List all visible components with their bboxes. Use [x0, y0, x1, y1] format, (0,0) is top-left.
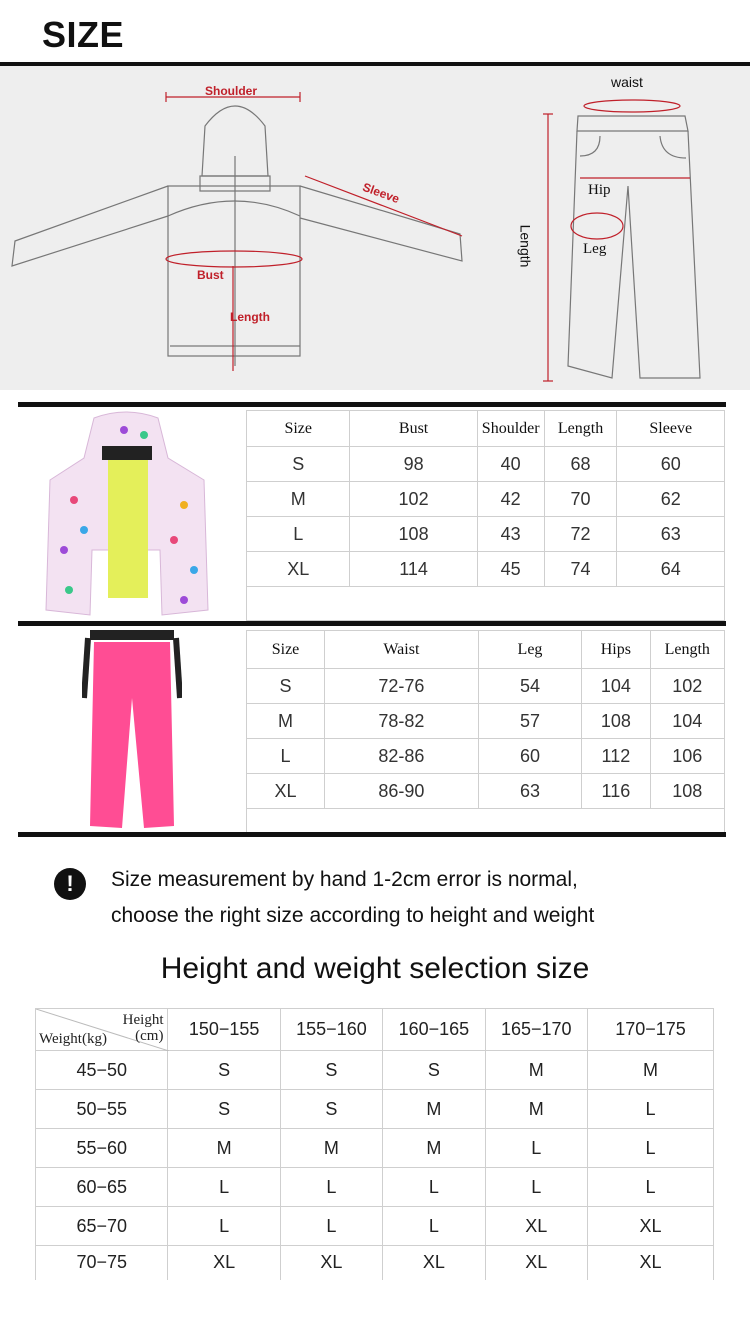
- bust-label: Bust: [197, 268, 224, 282]
- table-row: [247, 447, 725, 482]
- table-row: [247, 482, 725, 517]
- table-cell: 43: [477, 517, 544, 552]
- size-cell: M: [587, 1051, 713, 1090]
- pants-header-size: Size: [247, 631, 325, 669]
- table-cell: 42: [477, 482, 544, 517]
- size-cell: M: [485, 1090, 587, 1129]
- weight-cell: 55−60: [36, 1129, 168, 1168]
- table-row: [36, 1051, 714, 1090]
- table-cell: 106: [650, 739, 725, 774]
- table-cell: 108: [582, 704, 650, 739]
- table-cell: M: [247, 482, 350, 517]
- table-cell: 98: [350, 447, 477, 482]
- exclamation-icon: !: [54, 868, 86, 900]
- leg-label: Leg: [583, 241, 607, 257]
- table-cell: 57: [478, 704, 581, 739]
- table-cell: 112: [582, 739, 650, 774]
- table-cell: 102: [350, 482, 477, 517]
- pants-length-label: Length: [517, 224, 534, 268]
- table-cell: 62: [617, 482, 725, 517]
- table-cell: 104: [650, 704, 725, 739]
- table-cell: 82-86: [325, 739, 479, 774]
- size-cell: L: [587, 1168, 713, 1207]
- table-row: [247, 517, 725, 552]
- table-cell: XL: [247, 774, 325, 809]
- size-cell: L: [168, 1168, 280, 1207]
- weight-cell: 50−55: [36, 1090, 168, 1129]
- size-cell: XL: [587, 1246, 713, 1280]
- pants-header-leg: Leg: [478, 631, 581, 669]
- height-header: 160−165: [383, 1009, 485, 1051]
- table-cell: 54: [478, 669, 581, 704]
- table-cell: 68: [544, 447, 617, 482]
- size-cell: XL: [168, 1246, 280, 1280]
- table-cell: M: [247, 704, 325, 739]
- size-cell: L: [280, 1207, 382, 1246]
- measurement-diagram: [0, 66, 750, 390]
- size-cell: XL: [587, 1207, 713, 1246]
- jacket-header-shoulder: Shoulder: [477, 411, 544, 447]
- pants-top-divider: [18, 621, 726, 626]
- height-header: 170−175: [587, 1009, 713, 1051]
- size-cell: L: [280, 1168, 382, 1207]
- weight-cell: 70−75: [36, 1246, 168, 1280]
- table-cell: XL: [247, 552, 350, 587]
- size-cell: L: [383, 1207, 485, 1246]
- table-cell: 74: [544, 552, 617, 587]
- size-cell: L: [168, 1207, 280, 1246]
- hip-label: Hip: [588, 182, 611, 198]
- height-weight-table: [35, 1008, 714, 1280]
- size-cell: S: [168, 1090, 280, 1129]
- pants-header-hips: Hips: [582, 631, 650, 669]
- table-cell: 108: [650, 774, 725, 809]
- garment-illustration: [0, 66, 750, 390]
- table-row: [247, 552, 725, 587]
- pants-header-length: Length: [650, 631, 725, 669]
- pants-product-image: [82, 628, 182, 832]
- weight-cell: 45−50: [36, 1051, 168, 1090]
- shoulder-label: Shoulder: [205, 84, 258, 98]
- size-cell: L: [485, 1129, 587, 1168]
- pants-bottom-divider: [18, 832, 726, 837]
- note-line-2: choose the right size according to height and weight: [111, 904, 595, 927]
- table-cell: 70: [544, 482, 617, 517]
- size-cell: XL: [280, 1246, 382, 1280]
- size-cell: L: [587, 1090, 713, 1129]
- size-cell: M: [383, 1129, 485, 1168]
- sleeve-label: Sleeve: [360, 179, 402, 207]
- jacket-length-label: Length: [230, 310, 270, 324]
- corner-weight-label: Weight(kg): [39, 1031, 107, 1047]
- pants-size-table: [246, 630, 725, 834]
- size-cell: S: [280, 1051, 382, 1090]
- pants-header-waist: Waist: [325, 631, 479, 669]
- size-cell: XL: [485, 1246, 587, 1280]
- jacket-product-image: [44, 410, 209, 618]
- table-cell: 60: [478, 739, 581, 774]
- height-weight-title: Height and weight selection size: [160, 952, 590, 985]
- table-row: [247, 669, 725, 704]
- table-row: [36, 1090, 714, 1129]
- size-cell: L: [383, 1168, 485, 1207]
- size-cell: S: [168, 1051, 280, 1090]
- table-cell: S: [247, 669, 325, 704]
- size-cell: M: [280, 1129, 382, 1168]
- size-cell: M: [485, 1051, 587, 1090]
- height-header: 165−170: [485, 1009, 587, 1051]
- size-cell: S: [383, 1051, 485, 1090]
- waist-label: waist: [611, 74, 643, 90]
- size-cell: XL: [485, 1207, 587, 1246]
- corner-cm-label: (cm): [135, 1028, 164, 1044]
- table-cell: L: [247, 739, 325, 774]
- table-empty-row: [247, 587, 725, 621]
- table-cell: 102: [650, 669, 725, 704]
- corner-cell: [36, 1009, 168, 1051]
- height-header: 150−155: [168, 1009, 280, 1051]
- weight-cell: 60−65: [36, 1168, 168, 1207]
- jacket-size-table: [246, 410, 725, 621]
- table-cell: 116: [582, 774, 650, 809]
- table-row: [36, 1129, 714, 1168]
- table-cell: 86-90: [325, 774, 479, 809]
- jacket-header-length: Length: [544, 411, 617, 447]
- table-row: [36, 1168, 714, 1207]
- table-cell: S: [247, 447, 350, 482]
- table-cell: 78-82: [325, 704, 479, 739]
- table-row: [247, 739, 725, 774]
- table-row: [247, 704, 725, 739]
- weight-cell: 65−70: [36, 1207, 168, 1246]
- table-row: [247, 774, 725, 809]
- table-cell: 40: [477, 447, 544, 482]
- jacket-header-sleeve: Sleeve: [617, 411, 725, 447]
- note-line-1: Size measurement by hand 1-2cm error is normal,: [111, 868, 578, 891]
- jacket-header-bust: Bust: [350, 411, 477, 447]
- size-cell: L: [485, 1168, 587, 1207]
- size-cell: M: [168, 1129, 280, 1168]
- table-cell: 45: [477, 552, 544, 587]
- size-cell: L: [587, 1129, 713, 1168]
- table-cell: 108: [350, 517, 477, 552]
- size-cell: S: [280, 1090, 382, 1129]
- table-cell: 64: [617, 552, 725, 587]
- corner-height-label: Height: [122, 1012, 164, 1028]
- table-row: [36, 1246, 714, 1280]
- table-cell: 72-76: [325, 669, 479, 704]
- table-row: [36, 1207, 714, 1246]
- table-cell: 114: [350, 552, 477, 587]
- jacket-top-divider: [18, 402, 726, 407]
- table-empty-row: [247, 809, 725, 834]
- table-cell: L: [247, 517, 350, 552]
- size-cell: XL: [383, 1246, 485, 1280]
- table-cell: 60: [617, 447, 725, 482]
- page-title: SIZE: [42, 14, 125, 55]
- table-cell: 63: [478, 774, 581, 809]
- size-cell: M: [383, 1090, 485, 1129]
- table-cell: 72: [544, 517, 617, 552]
- table-cell: 63: [617, 517, 725, 552]
- table-cell: 104: [582, 669, 650, 704]
- jacket-header-size: Size: [247, 411, 350, 447]
- height-header: 155−160: [280, 1009, 382, 1051]
